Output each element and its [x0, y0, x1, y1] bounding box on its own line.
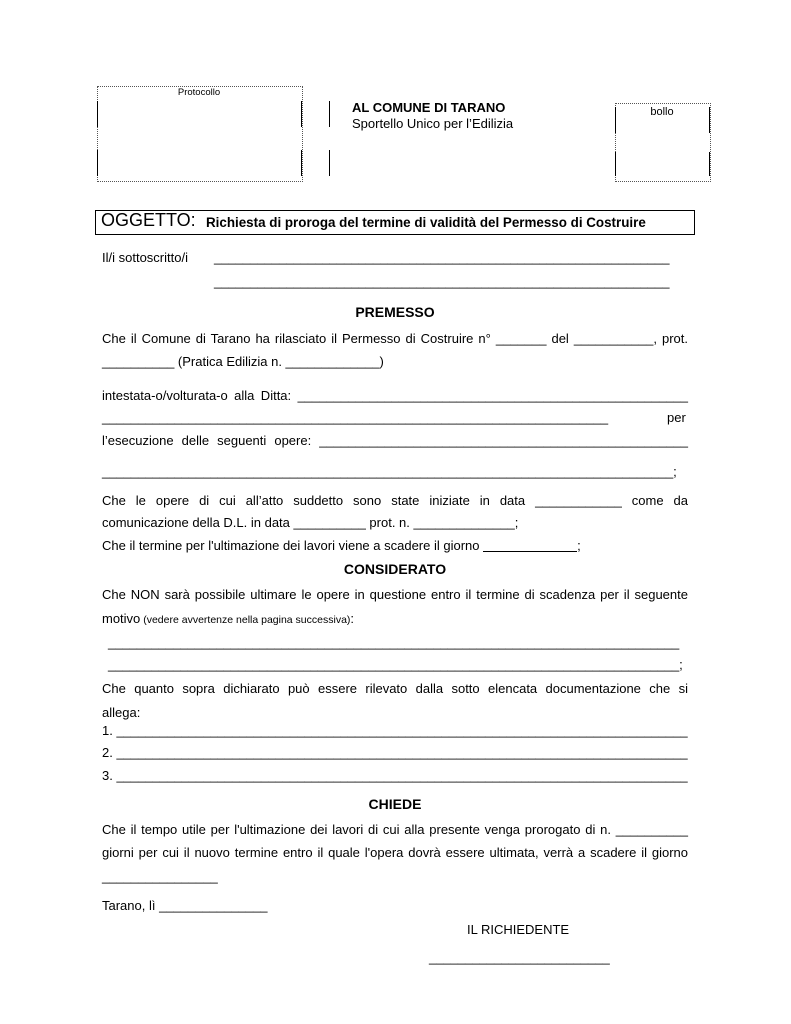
considerato-motivo: motivo	[102, 611, 141, 626]
premesso-ditta-line-1: intestata-o/volturata-o alla Ditta: ______________________________________________________	[102, 388, 688, 403]
premesso-heading: PREMESSO	[355, 304, 435, 320]
premesso-ditta-line-2-blank[interactable]: ______________________________________________________________________	[102, 410, 609, 425]
sottoscritto-label: Il/i sottoscritto/i	[102, 250, 188, 265]
considerato-motivo-line	[102, 611, 354, 626]
considerato-motivo-end: :	[350, 611, 355, 626]
considerato-doc-line-1: Che quanto sopra dichiarato può essere rilevato dalla sotto elencata documentazione che si	[102, 681, 688, 696]
protocollo-bar-right-top	[301, 101, 302, 127]
considerato-motivo-note: (vedere avvertenze nella pagina successiva)	[140, 614, 351, 626]
considerato-heading: CONSIDERATO	[343, 561, 447, 577]
premesso-opere-line-2[interactable]: _______________________________________________________________________________;	[102, 464, 677, 479]
premesso-scadenza-text: Che il termine per l'ultimazione dei lavori viene a scadere il giorno	[102, 538, 484, 553]
allegato-item-2[interactable]: 2. _______________________________________________________________________________	[102, 745, 688, 760]
bollo-bar-left-top	[615, 107, 616, 133]
oggetto-label: OGGETTO:	[101, 210, 196, 230]
premesso-opere-line-1: l’esecuzione delle seguenti opere: ___________________________________________________	[102, 433, 688, 448]
bollo-bar-right-top	[709, 107, 710, 133]
oggetto-text: Richiesta di proroga del termine di validità del Permesso di Costruire	[206, 215, 646, 230]
divider-left-top	[329, 101, 330, 127]
allegato-item-1[interactable]: 1. _______________________________________________________________________________	[102, 723, 688, 738]
chiede-line-3[interactable]: ________________	[102, 869, 218, 884]
premesso-scadenza-blank[interactable]	[483, 539, 577, 552]
premesso-scadenza-end: ;	[577, 538, 581, 553]
considerato-doc-line-2: allega:	[102, 705, 141, 720]
protocollo-label: Protocollo	[177, 87, 221, 98]
allegato-item-3[interactable]: 3. _______________________________________________________________________________	[102, 768, 688, 783]
sottoscritto-line-1[interactable]: _______________________________________________________________	[214, 250, 670, 265]
premesso-scadenza-line	[102, 538, 581, 553]
signature-line[interactable]: _________________________	[429, 950, 610, 965]
signer-label: IL RICHIEDENTE	[467, 922, 570, 937]
bollo-label: bollo	[650, 106, 674, 118]
premesso-iniziate-line-2: comunicazione della D.L. in data __________ prot. n. ______________;	[102, 515, 519, 530]
recipient-subtitle: Sportello Unico per l’Edilizia	[352, 116, 514, 131]
protocollo-bar-left-bottom	[97, 150, 98, 176]
considerato-blank-1[interactable]: _______________________________________________________________________________	[108, 635, 680, 650]
place-date[interactable]: Tarano, lì _______________	[102, 898, 268, 913]
chiede-heading: CHIEDE	[368, 796, 422, 812]
premesso-ditta-line-2-end: per	[667, 410, 686, 425]
considerato-line-1: Che NON sarà possibile ultimare le opere in questione entro il termine di scadenza per il seguente	[102, 587, 688, 602]
premesso-permesso-line-2: __________ (Pratica Edilizia n. _____________)	[102, 354, 384, 369]
recipient-title: AL COMUNE DI TARANO	[352, 100, 506, 115]
premesso-permesso-line-1: Che il Comune di Tarano ha rilasciato il Permesso di Costruire n° _______ del ___________, prot.	[102, 331, 688, 346]
protocollo-bar-right-bottom	[301, 150, 302, 176]
bollo-bar-right-bottom	[709, 152, 710, 176]
bollo-bar-left-bottom	[615, 152, 616, 176]
protocollo-box	[97, 86, 303, 182]
sottoscritto-line-2[interactable]: _______________________________________________________________	[214, 274, 670, 289]
chiede-line-2: giorni per cui il nuovo termine entro il quale l'opera dovrà essere ultimata, verrà a scadere il giorno	[102, 845, 688, 860]
protocollo-bar-left-top	[97, 101, 98, 127]
considerato-blank-2[interactable]: _______________________________________________________________________________;	[108, 657, 683, 672]
divider-left-bottom	[329, 150, 330, 176]
premesso-iniziate-line-1: Che le opere di cui all’atto suddetto sono state iniziate in data ____________ come da	[102, 493, 688, 508]
chiede-line-1: Che il tempo utile per l'ultimazione dei lavori di cui alla presente venga prorogato di n. __________	[102, 822, 688, 837]
